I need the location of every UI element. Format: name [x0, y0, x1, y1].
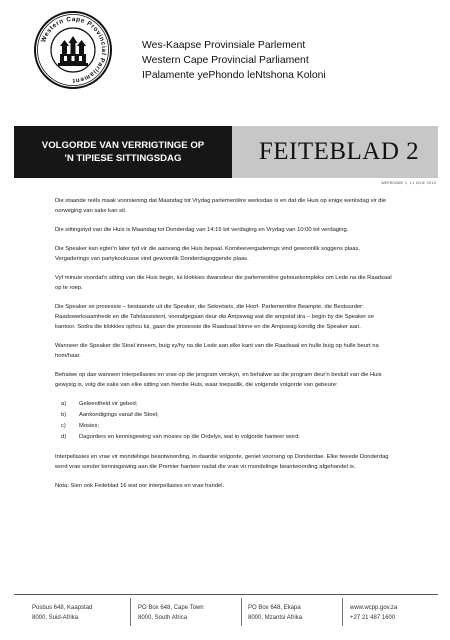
org-name-english: Western Cape Provincial Parliament [142, 55, 309, 66]
list-marker: d) [61, 434, 67, 440]
document-title-line-1: VOLGORDE VAN VERRIGTINGE OP [41, 140, 205, 151]
paragraph-working-days: Die staande reëls maak voorsiening dat Maandag tot Vrydag parlementêre werksdae is en dat die Huis op enige werksdag vir die oorweging van sake kan sit. [55, 198, 387, 214]
list-item [55, 399, 395, 410]
phone-number: +27 21 487 1600 [350, 615, 396, 621]
list-item [55, 432, 395, 443]
footer-divider [14, 594, 438, 595]
list-item-text: Mosies; [79, 423, 99, 429]
paragraph-order-intro: Behalwe op dae wanneer interpellasies en vrae op die program verskyn, en behalwe as die program deur'n besluit van die Huis gewysig is, volg die sake van elke sitting van hierdie Huis, waar toepaslik, die volgende volgorde van gebeure: [55, 372, 382, 388]
website-link[interactable]: www.wcpp.gov.za [350, 605, 398, 611]
document-title-line-2: 'N TIPIESE SITTINGSDAG [64, 153, 182, 164]
svg-text:Western Cape Provincial Parlia: Western Cape Provincial Parliament [40, 15, 108, 85]
footer-separator [342, 598, 343, 626]
factsheet-label-box [232, 126, 438, 178]
footer-line: PO Box 648, Cape Town [138, 605, 204, 611]
list-marker: b) [61, 412, 67, 418]
paragraph-sitting-times: Die sittingstyd van die Huis is Maandag tot Donderdag van 14:15 tot verdaging en Vrydag van 10:00 tot verdaging. [55, 227, 349, 233]
org-name-afrikaans: Wes-Kaapse Provinsiale Parlement [142, 40, 306, 51]
title-banner [14, 126, 438, 178]
paragraph-interpellations: Interpellasies en vrae vir mondelinge beantwoording, in daardie volgorde, geniet voorrang op Donderdae. Elke tweede Donderdag word vrae sonder kennisgewing aan die Premier hanteer nadat die vrae vir mondelinge beantwoording afgehandel is. [55, 454, 389, 470]
order-of-business-list [55, 399, 395, 443]
footer-address-afrikaans [32, 603, 92, 623]
paragraph-bells: Vyf minute voordat'n sitting van die Huis begin, lui klokkies dwarsdeur die parlementêre gebouekompleks om Lede na die Raadsaal op te roep. [55, 275, 392, 291]
org-name-xhosa: IPalamente yePhondo leNtshona Koloni [142, 70, 326, 81]
list-item-text: Geleentheid vir gebed; [79, 401, 138, 407]
paragraph-speaker-timing: Die Speaker kan egter'n later tyd vir die aanvang die Huis bepaal. Komiteevergaderings vind gewoonlik soggens plaas. Vergaderings van partykoukusse vind gewoonlik Donderdagoggende plaas. [55, 246, 360, 262]
footer-contact [350, 603, 397, 623]
parliament-seal-logo [33, 10, 113, 90]
list-marker: a) [61, 401, 67, 407]
list-item-text: Dagorders en kennisgewing van mosies op die Ordelys, wat in volgorde hanteer word. [79, 434, 301, 440]
footer-line: 8000, Suid-Afrika [32, 615, 79, 621]
footer-line: 8000, South Africa [138, 615, 188, 621]
issue-info: WEERGAWE 1, 11 JULIE 2014 [381, 181, 436, 185]
factsheet-number: FEITEBLAD 2 [258, 138, 420, 165]
list-item [55, 421, 395, 432]
list-item-text: Aankondigings vanaf die Stoel; [79, 412, 159, 418]
document-title [14, 126, 232, 178]
footer-line: PO Box 648, Ekapa [248, 605, 301, 611]
footer-line: Posbus 648, Kaapstad [32, 605, 93, 611]
list-marker: c) [61, 423, 66, 429]
footer-separator [130, 598, 131, 626]
note-text: Nota: Sien ook Feiteblad 16 wat oor interpellasies en vrae handel. [55, 483, 225, 489]
footer-line: 8000, Mzantsi Afrika [248, 615, 303, 621]
footer-address-english [138, 603, 204, 623]
footer-address-xhosa [248, 603, 302, 623]
organisation-names [142, 38, 326, 83]
paragraph-procession: Die Speaker se prosessie – bestaande uit die Speaker, die Sekretaris, die Hoof- Parlementêre Beampte, die Bestuurder: Raadswerksaamhede en die Tafelassistent, voorafgegaan deur die Ampswag wat die ampstaf dra – begin by die Speaker se kantoor. Sodra die klokkies ophou lui, gaan die prosessie die Raadsaal binne en die Ampswag kondig die Speaker aan. [55, 304, 374, 330]
body-text [55, 196, 395, 500]
footer-separator [241, 598, 242, 626]
paragraph-bowing: Wanneer die Speaker die Stoel inneem, buig sy/hy na die Lede aan elke kant van die Raadsaal en hulle buig op hulle beurt na hom/haar. [55, 343, 379, 359]
list-item [55, 410, 395, 421]
